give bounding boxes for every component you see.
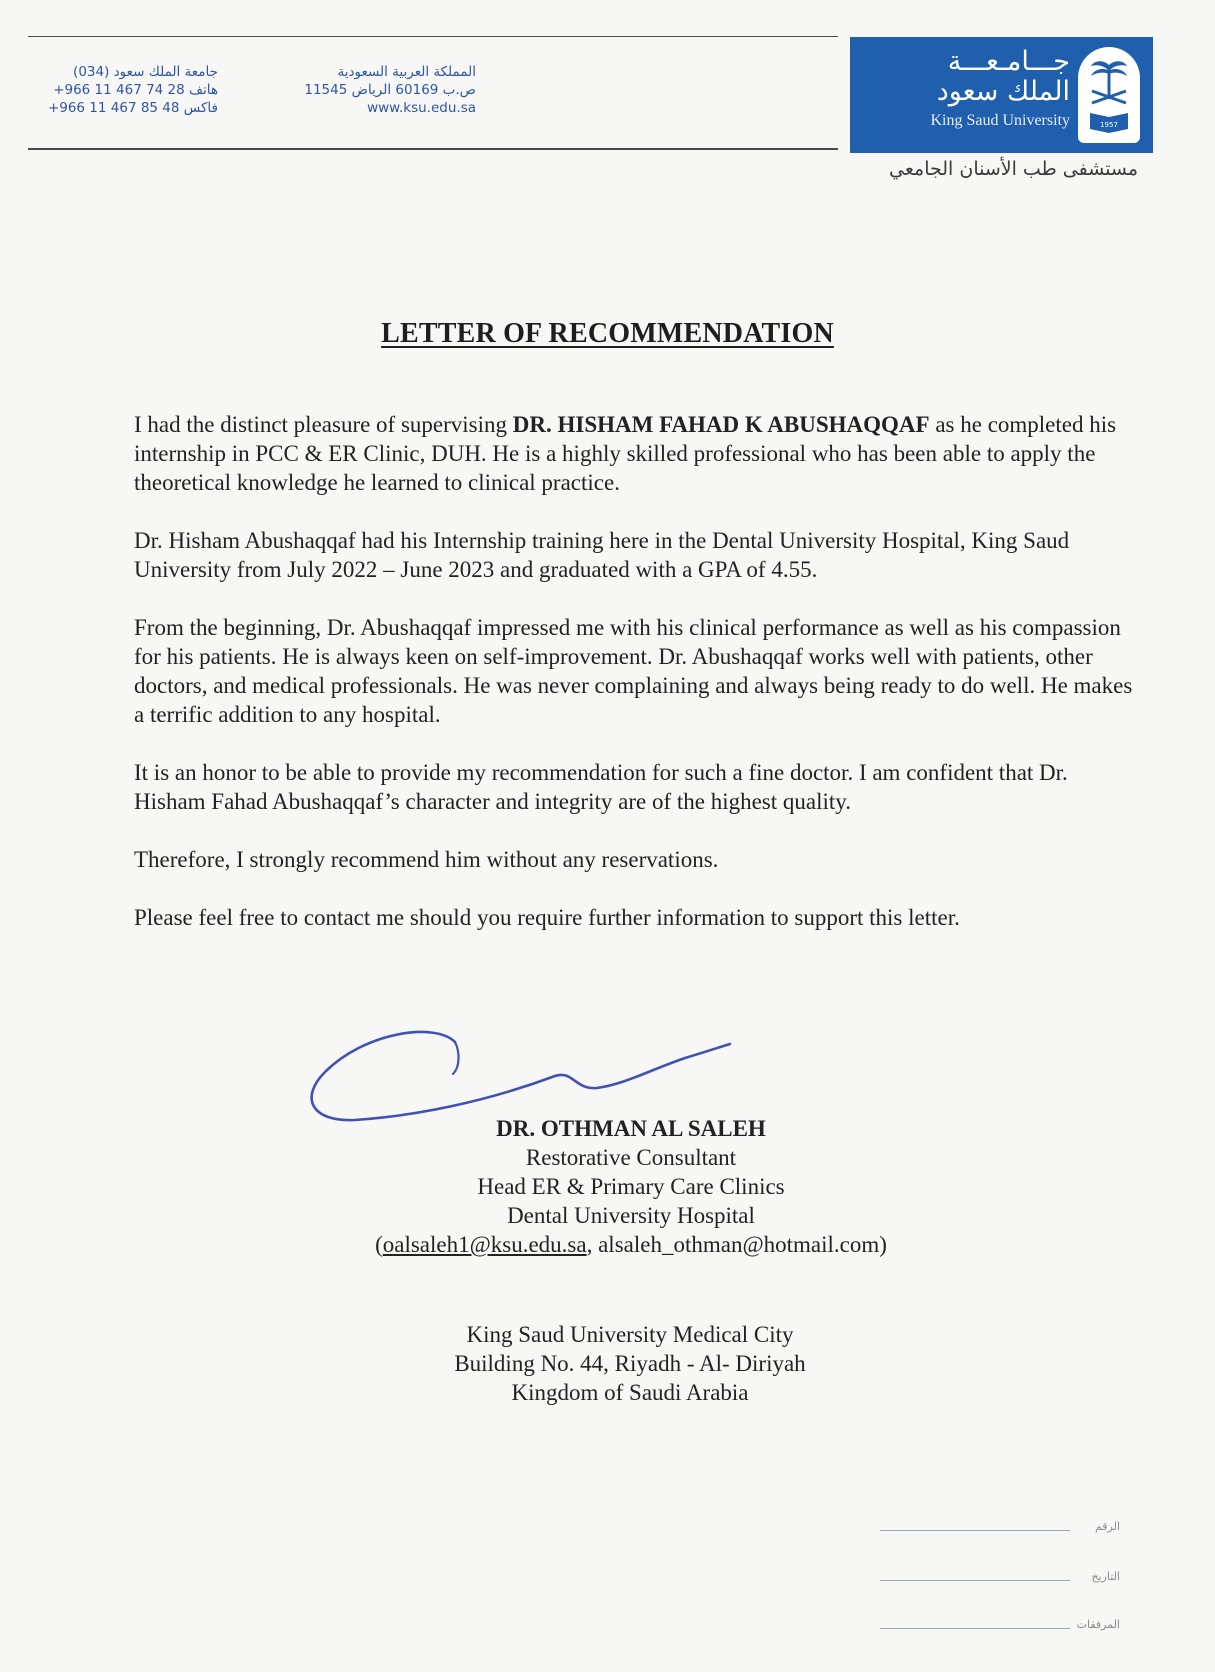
contact-website: www.ksu.edu.sa (367, 100, 476, 116)
paragraph-6: Please feel free to contact me should you require further information to support this letter. (134, 905, 960, 930)
email-primary-link[interactable]: oalsaleh1@ksu.edu.sa (382, 1232, 587, 1257)
email-secondary: alsaleh_othman@hotmail.com (598, 1232, 880, 1257)
signatory-position: Head ER & Primary Care Clinics (477, 1174, 785, 1199)
field-line (880, 1530, 1070, 1531)
ksu-logo (850, 37, 1153, 153)
date-field (880, 1570, 1120, 1590)
header-top-rule (28, 36, 838, 37)
field-label: الرقم (1094, 1520, 1120, 1533)
letter-body (134, 410, 1134, 961)
paragraph-5: Therefore, I strongly recommend him without any reservations. (134, 847, 719, 872)
contact-phone: +966 11 467 74 28 هاتف (53, 82, 218, 98)
intern-name: DR. HISHAM FAHAD K ABUSHAQQAF (512, 412, 930, 437)
contact-line: جامعة الملك سعود (034) (73, 64, 218, 80)
field-line (880, 1628, 1070, 1629)
letter-title: LETTER OF RECOMMENDATION (381, 318, 834, 349)
palm-swords-emblem-icon (1078, 47, 1140, 143)
address-line-2: Building No. 44, Riyadh - Al- Diriyah (454, 1351, 806, 1376)
contact-country: المملكة العربية السعودية (337, 64, 476, 80)
contact-po-box: ص.ب 60169 الرياض 11545 (304, 82, 476, 98)
field-line (880, 1580, 1070, 1581)
signatory-emails (0, 1230, 1215, 1259)
contact-fax: +966 11 467 85 48 فاكس (47, 100, 218, 116)
logo-arabic-line2: الملك سعود (936, 76, 1070, 107)
paragraph-4: It is an honor to be able to provide my recommendation for such a fine doctor. I am confident that Dr. Hisham Fahad Abushaqqaf’s character and integrity are of the highest quality. (134, 760, 1068, 814)
field-label: المرفقات (1076, 1618, 1120, 1631)
email-close-paren: ) (879, 1232, 887, 1257)
field-label: التاريخ (1091, 1570, 1120, 1583)
p1-intro: I had the distinct pleasure of supervising (134, 412, 513, 437)
logo-arabic-text (870, 47, 1070, 107)
emblem-year: 1957 (1100, 121, 1118, 129)
signatory-name: DR. OTHMAN AL SALEH (496, 1116, 766, 1141)
address-line-1: King Saud University Medical City (466, 1322, 794, 1347)
hospital-arabic-name: مستشفى طب الأسنان الجامعي (889, 158, 1138, 180)
email-separator: , (586, 1232, 599, 1257)
signatory-organization: Dental University Hospital (507, 1203, 755, 1228)
signatory-block (0, 1114, 1215, 1259)
logo-arabic-line1: جـــامـعـــة (947, 46, 1070, 77)
attachments-field (880, 1618, 1120, 1638)
email-open-paren: ( (375, 1232, 383, 1257)
paragraph-2: Dr. Hisham Abushaqqaf had his Internship training here in the Dental University Hospital, King Saud University from July 2022 – June 2023 and graduated with a GPA of 4.55. (134, 528, 1070, 582)
logo-english-text: King Saud University (930, 112, 1070, 129)
signatory-role: Restorative Consultant (525, 1145, 737, 1170)
address-block (0, 1320, 1215, 1407)
contact-address-block (270, 63, 476, 117)
p1-rest: as he completed his internship in PCC & ER Clinic, DUH. He is a highly skilled professional who has been able to apply the theoretical knowledge he learned to clinical practice. (134, 412, 1117, 495)
header-bottom-rule (28, 148, 838, 150)
paragraph-3: From the beginning, Dr. Abushaqqaf impressed me with his clinical performance as well as his compassion for his patients. He is always keen on self-improvement. Dr. Abushaqqaf works well with patients, other doctors, and medical professionals. He was never complaining and always being ready to do well. He makes a terrific addition to any hospital. (134, 615, 1133, 727)
contact-phone-block (28, 63, 218, 117)
address-line-3: Kingdom of Saudi Arabia (511, 1380, 749, 1405)
reference-number-field (880, 1520, 1120, 1540)
paragraph-1 (134, 410, 1134, 497)
